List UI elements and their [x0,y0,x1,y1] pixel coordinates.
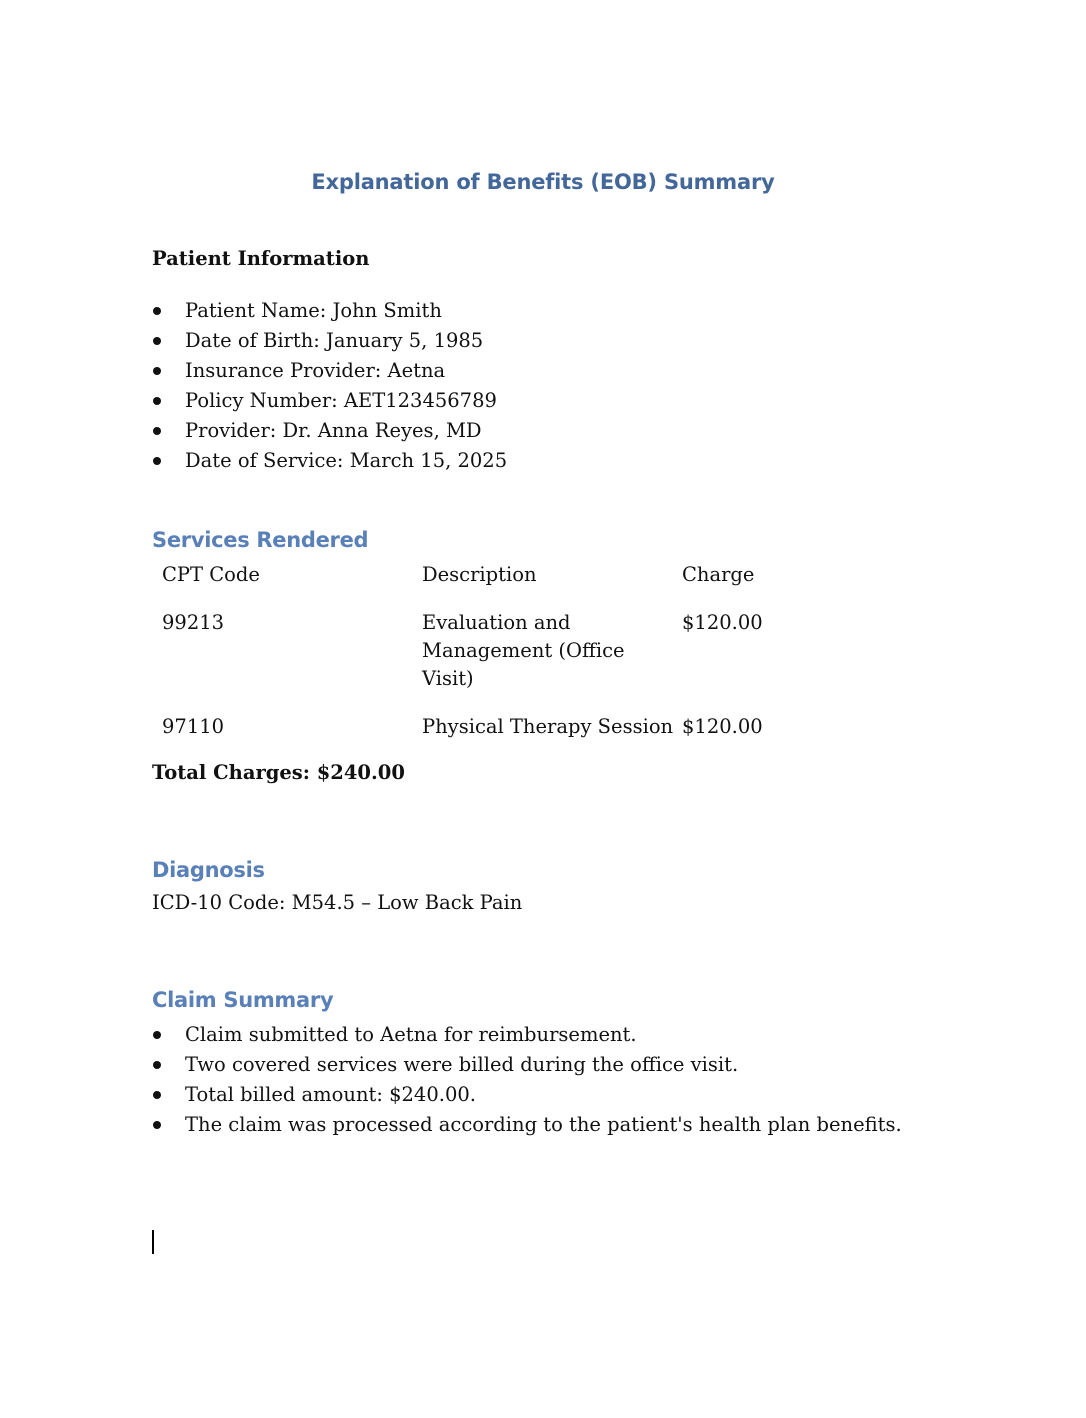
list-item: Claim submitted to Aetna for reimbursement. [151,1020,902,1050]
charge: $120.00 [682,715,763,738]
bullet-icon [153,367,161,375]
charge: $120.00 [682,611,763,634]
bullet-icon [153,1061,161,1069]
column-header-cpt: CPT Code [162,563,260,586]
list-item: Two covered services were billed during the office visit. [151,1050,902,1080]
list-item: Provider: Dr. Anna Reyes, MD [151,416,507,446]
column-header-charge: Charge [682,563,755,586]
list-item: Policy Number: AET123456789 [151,386,507,416]
bullet-icon [153,457,161,465]
column-header-description: Description [422,563,537,586]
description-line: Evaluation and [422,611,571,634]
document-title: Explanation of Benefits (EOB) Summary [311,170,775,194]
description-line: Management (Office [422,639,625,662]
text-cursor[interactable] [152,1230,154,1254]
cpt-code: 99213 [162,611,225,634]
list-item: Patient Name: John Smith [151,296,507,326]
list-item: Date of Birth: January 5, 1985 [151,326,507,356]
list-item: Date of Service: March 15, 2025 [151,446,507,476]
diagnosis-text: ICD-10 Code: M54.5 – Low Back Pain [152,891,523,914]
claim-summary-heading: Claim Summary [152,988,334,1012]
services-heading: Services Rendered [152,528,369,552]
description [422,713,673,741]
bullet-icon [153,337,161,345]
bullet-icon [153,1121,161,1129]
description-line: Physical Therapy Session [422,715,674,738]
list-item: Total billed amount: $240.00. [151,1080,902,1110]
bullet-icon [153,427,161,435]
description [422,609,625,693]
cpt-code: 97110 [162,715,225,738]
bullet-icon [153,1031,161,1039]
patient-info-list [151,296,507,476]
claim-summary-list [151,1020,902,1140]
total-charges: Total Charges: $240.00 [152,761,405,784]
bullet-icon [153,1091,161,1099]
list-item: The claim was processed according to the patient's health plan benefits. [151,1110,902,1140]
bullet-icon [153,397,161,405]
bullet-icon [153,307,161,315]
description-line: Visit) [422,667,474,690]
patient-info-heading: Patient Information [152,247,370,270]
list-item: Insurance Provider: Aetna [151,356,507,386]
diagnosis-heading: Diagnosis [152,858,265,882]
